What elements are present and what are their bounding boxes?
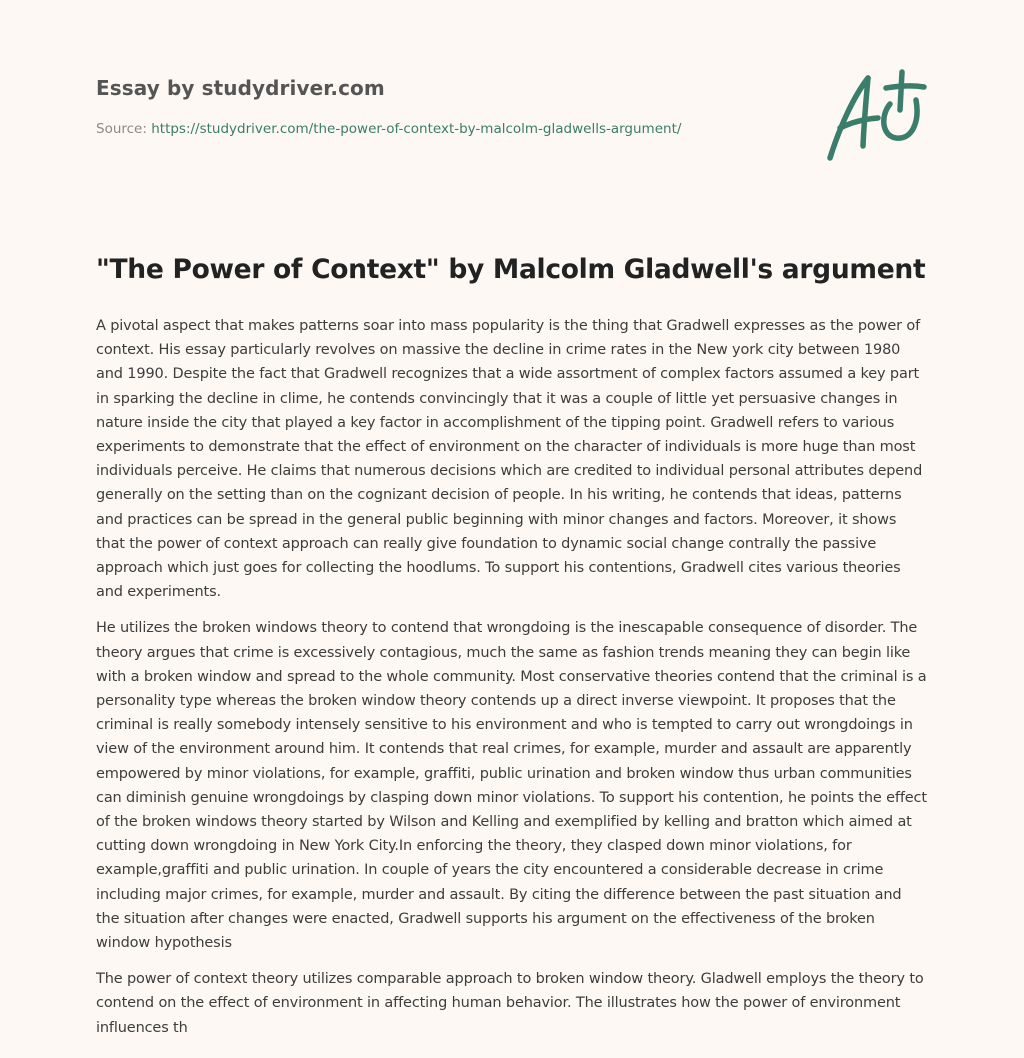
header	[96, 76, 796, 137]
a-plus-logo-icon	[820, 66, 930, 166]
source-link[interactable]: https://studydriver.com/the-power-of-context-by-malcolm-gladwells-argument/	[151, 121, 682, 137]
brand-title: Essay by studydriver.com	[96, 76, 385, 100]
essay-body	[96, 314, 928, 1052]
source-line	[96, 121, 796, 137]
essay-paragraph: A pivotal aspect that makes patterns soar into mass popularity is the thing that Gradwell expresses as the power of context. His essay particularly revolves on massive the decline in crime rates in the New york city between 1980 and 1990. Despite the fact that Gradwell recognizes that a wide assortment of complex factors assumed a key part in sparking the decline in clime, he contends convincingly that it was a couple of little yet persuasive changes in nature inside the city that played a key factor in accomplishment of the tipping point. Gradwell refers to various experiments to demonstrate that the effect of environment on the character of individuals is more huge than most individuals perceive. He claims that numerous decisions which are credited to individual personal attributes depend generally on the setting than on the cognizant decision of people. In his writing, he contends that ideas, patterns and practices can be spread in the general public beginning with minor changes and factors. Moreover, it shows that the power of context approach can really give foundation to dynamic social change contrally the passive approach which just goes for collecting the hoodlums. To support his contentions, Gradwell cites various theories and experiments.	[96, 318, 923, 601]
source-label: Source:	[96, 121, 147, 137]
essay-paragraph: The power of context theory utilizes comparable approach to broken window theory. Gladwell employs the theory to contend on the effect of environment in affecting human behavior. The illustrates how the power of environment influences th	[96, 971, 924, 1036]
essay-paragraph: He utilizes the broken windows theory to contend that wrongdoing is the inescapable consequence of disorder. The theory argues that crime is excessively contagious, much the same as fashion trends meaning they can begin like with a broken window and spread to the whole community. Most conservative theories contend that the criminal is a personality type whereas the broken window theory contends up a direct inverse viewpoint. It proposes that the criminal is really somebody intensely sensitive to his environment and who is tempted to carry out wrongdoings in view of the environment around him. It contends that real crimes, for example, murder and assault are apparently empowered by minor violations, for example, graffiti, public urination and broken window thus urban communities can diminish genuine wrongdoings by clasping down minor violations. To support his contention, he points the effect of the broken windows theory started by Wilson and Kelling and exemplified by kelling and bratton which aimed at cutting down wrongdoing in New York City.In enforcing the theory, they clasped down minor violations, for example,graffiti and public urination. In couple of years the city encountered a considerable decrease in crime including major crimes, for example, murder and assault. By citing the difference between the past situation and the situation after changes were enacted, Gradwell supports his argument on the effectiveness of the broken window hypothesis	[96, 620, 927, 952]
essay-title: "The Power of Context" by Malcolm Gladwell's argument	[96, 254, 926, 285]
